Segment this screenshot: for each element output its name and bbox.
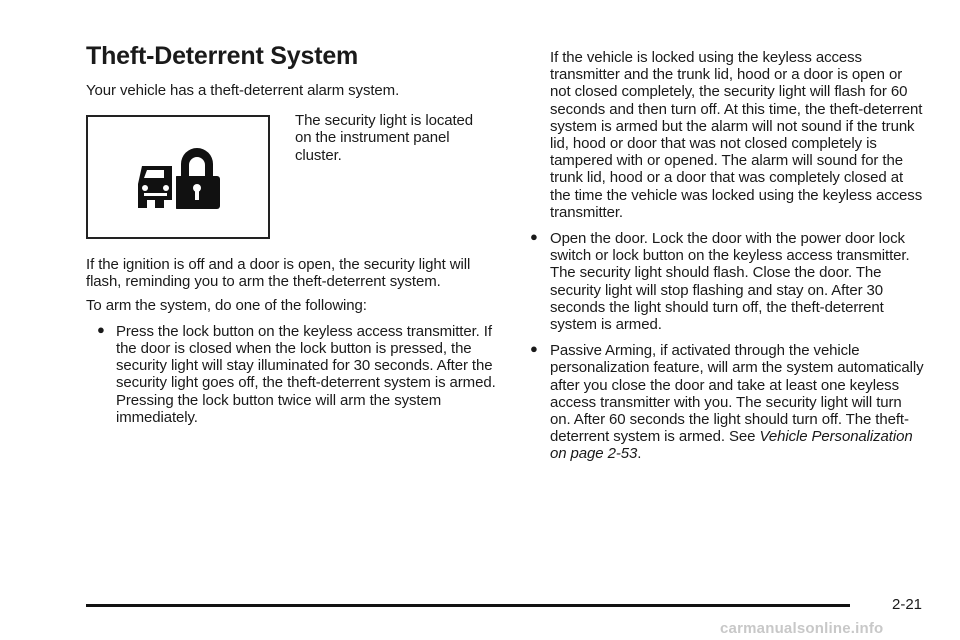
bullet-text-lock-button: Press the lock button on the keyless access transmitter. If the door is closed when the lock button is pressed, the security light will stay illuminated for 30 seconds. After the security light goes off, the theft-deterrent system is armed. Pressing the lock button twice will arm the system immediately. [116,322,496,426]
security-light-car-lock-icon [134,144,222,214]
bullet-text-open-door: Open the door. Lock the door with the power door lock switch or lock button on the keyless access transmitter. The security light should flash. Close the door. The security light will stop flashing and stay on. After 30 seconds the light should turn off, the theft-deterrent system is armed. [550,230,910,334]
bullet-text-passive-arming [550,342,926,462]
security-light-figure [86,112,496,239]
list-item [86,323,496,426]
page-number: 2-21 [892,596,923,613]
ignition-paragraph: If the ignition is off and a door is open, the security light will flash, reminding you to arm the theft-deterrent system. [86,256,471,291]
bullet-icon: ● [97,321,105,337]
sentence-end: . [637,445,642,463]
figure-caption: The security light is located on the instrument panel cluster. [295,112,474,164]
bullet-continued-text: If the vehicle is locked using the keyless access transmitter and the trunk lid, hood or a door is open or not closed completely, the security light will flash for 60 seconds and then turn off. At this time, the theft-deterrent system is armed but the alarm will not sound if the trunk lid, hood or door that was not closed completely is tampered with or opened. The alarm will sound for the trunk lid, hood or a door that was completely closed at the time the vehicle was locked using the keyless access transmitter. [550,49,923,221]
footer-rule [86,604,850,607]
bullet-icon: ● [530,341,538,357]
vehicle-personalization-reference[interactable]: Vehicle Personalization on page 2-53 [550,428,913,463]
security-light-icon-box [86,115,270,239]
right-column [518,49,926,472]
bullet-icon: ● [530,229,538,245]
page-title: Theft-Deterrent System [86,42,359,70]
list-item [518,230,926,333]
arm-instructions-lead: To arm the system, do one of the following: [86,296,367,314]
left-column [86,82,496,435]
intro-text: Your vehicle has a theft-deterrent alarm system. [86,82,400,99]
list-item [518,342,926,462]
watermark: carmanualsonline.info [720,620,884,637]
passive-arming-text: Passive Arming, if activated through the vehicle personalization feature, will arm the system automatically after you close the door and take at least one keyless access transmitter with you. The security light will turn on. After 60 seconds the light should turn off. The theft-deterrent system is armed. See [550,342,924,446]
